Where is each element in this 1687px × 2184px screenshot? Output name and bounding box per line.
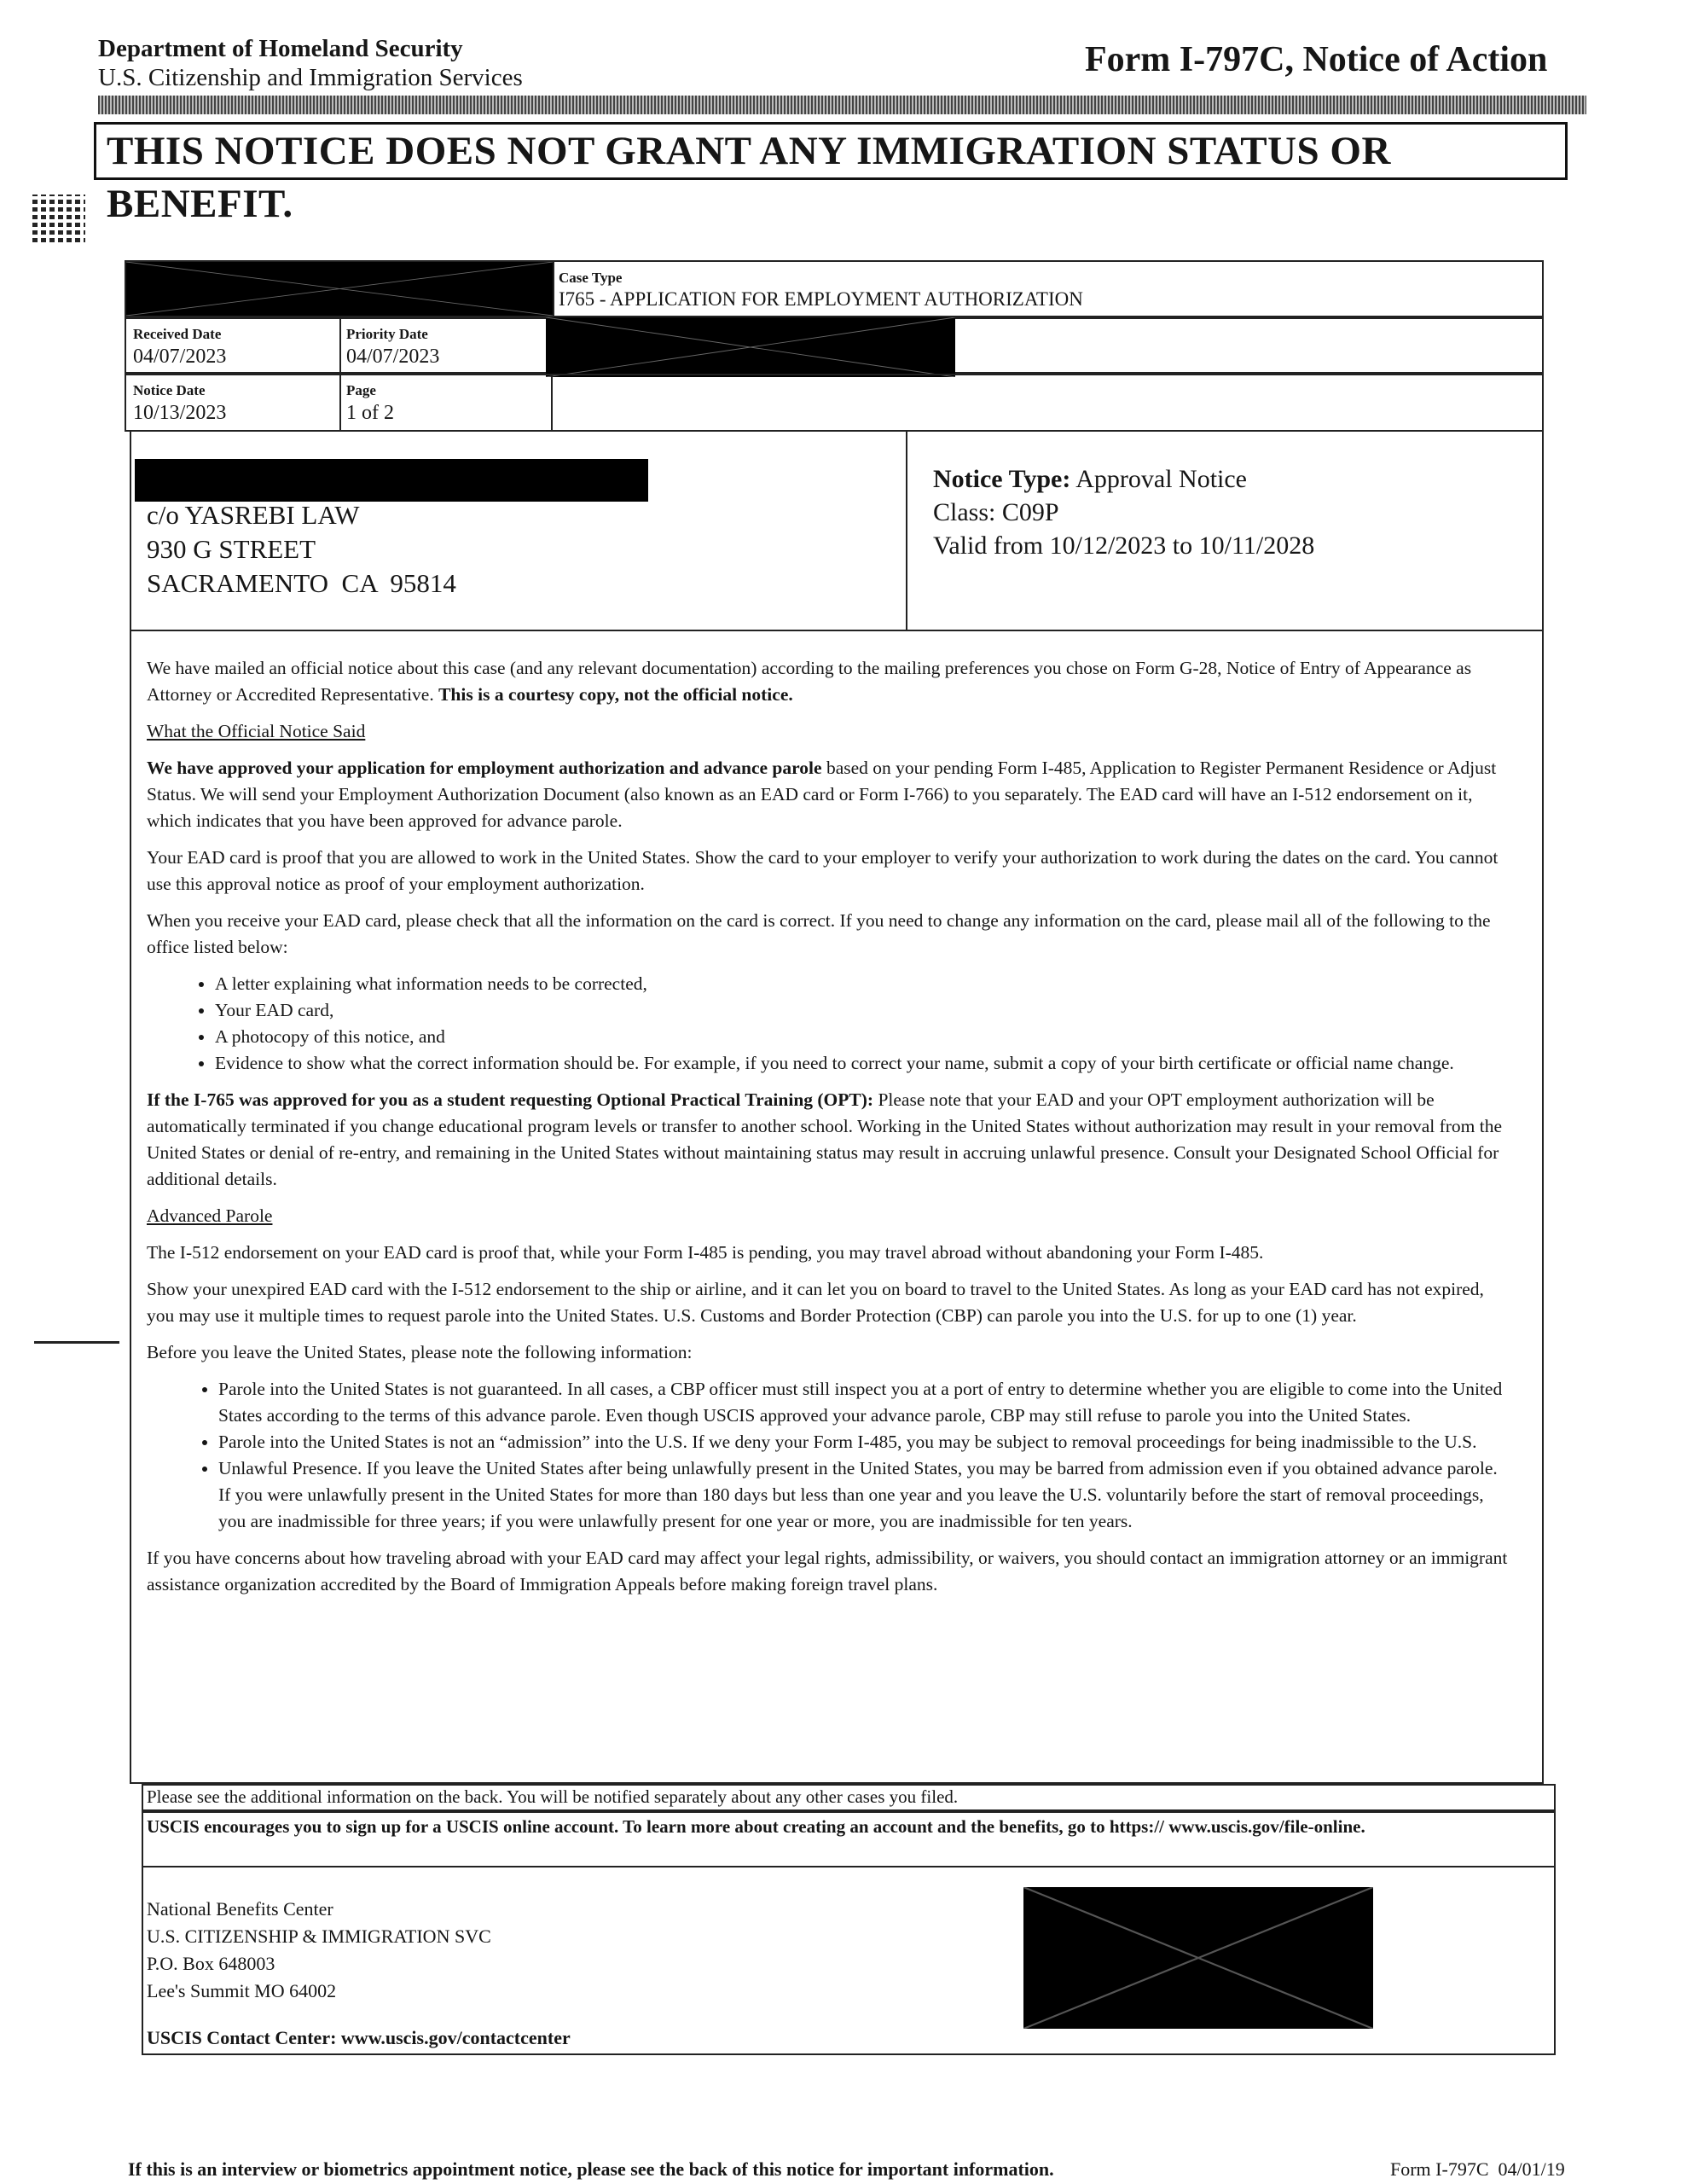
- list-item: • Your EAD card,: [215, 997, 1511, 1024]
- list-item: • A letter explaining what information needs to be corrected,: [215, 971, 1511, 997]
- notice-date-label: Notice Date: [133, 382, 206, 398]
- notice-body: [147, 655, 1511, 1608]
- body-paragraph-2: We have approved your application for employment authorization and advance parole based on your pending Form I-485, Application to Register Permanent Residence or Adjust Status. We will send your Employment Authorization Document (also known as an EAD card or Form I-766) to you separately. The EAD card will have an I-512 endorsement on it, which indicates that you have been approved for advance parole.: [147, 758, 1497, 831]
- margin-mark: [34, 1341, 119, 1344]
- address-line-1: c/o YASREBI LAW: [147, 500, 360, 530]
- empty-box: [551, 374, 1544, 432]
- body-paragraph-6: The I-512 endorsement on your EAD card is proof that, while your Form I-485 is pending, you may travel abroad without abandoning your Form I-485.: [147, 1242, 1264, 1263]
- agency-line-1: Department of Homeland Security: [98, 35, 463, 62]
- body-paragraph-8: Before you leave the United States, please note the following information:: [147, 1342, 693, 1362]
- warning-banner: THIS NOTICE DOES NOT GRANT ANY IMMIGRATION STATUS OR BENEFIT.: [94, 122, 1568, 180]
- office-line-1: National Benefits Center: [147, 1898, 333, 1920]
- address-line-3: SACRAMENTO CA 95814: [147, 568, 456, 598]
- redaction-beneficiary: [546, 317, 955, 377]
- body-paragraph-opt: If the I-765 was approved for you as a student requesting Optional Practical Training (OPT): Please note that your EAD and your OPT employment authorization will be automatically terminated if you change educational program levels or transfer to another school. Working in the United States without authorization may result in your removal from the United States or denial of re-entry, and remaining in the United States without maintaining status may result in accruing unlawful presence. Consult your Designated School Official for additional details.: [147, 1089, 1503, 1189]
- notice-type-value: Approval Notice: [1075, 465, 1247, 493]
- notice-date-value: 10/13/2023: [133, 402, 227, 424]
- list-item: • Parole into the United States is not an “admission” into the U.S. If we deny your Form I-485, you may be subject to removal proceedings for being inadmissible to the U.S.: [218, 1429, 1511, 1455]
- priority-date-value: 04/07/2023: [346, 346, 440, 368]
- priority-date-label: Priority Date: [346, 326, 428, 342]
- list-item: • Unlawful Presence. If you leave the United States after being unlawfully present in the United States, you may be barred from admission even if you obtained advance parole. If you were unlawfully present in the United States for more than 180 days but less than one year and you leave the U.S. voluntarily before the start of removal proceedings, you are inadmissible for three years; if you were unlawfully present for one year or more, you are inadmissible for ten years.: [218, 1455, 1511, 1535]
- case-type-label: Case Type: [559, 270, 623, 286]
- page-value: 1 of 2: [346, 402, 394, 424]
- body-paragraph-3: Your EAD card is proof that you are allowed to work in the United States. Show the card to your employer to verify your authorization to work during the dates on the card. You cannot use this approval notice as proof of your employment authorization.: [147, 847, 1499, 894]
- list-item: • Evidence to show what the correct information should be. For example, if you need to correct your name, submit a copy of your birth certificate or official name change.: [215, 1050, 1511, 1077]
- received-date-value: 04/07/2023: [133, 346, 227, 368]
- correction-list: [147, 971, 1511, 1077]
- notice-type-label: Notice Type:: [933, 465, 1071, 493]
- redaction-receipt-number: [126, 262, 553, 316]
- header-rule: [98, 96, 1586, 114]
- section-heading-official: What the Official Notice Said: [147, 721, 366, 741]
- case-type-value: I765 - APPLICATION FOR EMPLOYMENT AUTHORIZATION: [559, 288, 1083, 310]
- list-item: • Parole into the United States is not guaranteed. In all cases, a CBP officer must still inspect you at a port of entry to determine whether you are eligible to come into the United States according to the terms of this advance parole. Even though USCIS approved your advance parole, CBP may still refuse to parole you into the United States.: [218, 1376, 1511, 1429]
- office-line-2: U.S. CITIZENSHIP & IMMIGRATION SVC: [147, 1926, 491, 1947]
- mailing-address: [147, 498, 456, 601]
- notice-validity: Valid from 10/12/2023 to 10/11/2028: [933, 531, 1315, 560]
- list-item: • A photocopy of this notice, and: [215, 1024, 1511, 1050]
- contact-center: USCIS Contact Center: www.uscis.gov/contactcenter: [147, 2027, 571, 2048]
- bottom-note: If this is an interview or biometrics appointment notice, please see the back of this notice for important information.: [128, 2158, 1054, 2180]
- section-heading-parole: Advanced Parole: [147, 1205, 273, 1226]
- office-line-3: P.O. Box 648003: [147, 1953, 275, 1974]
- body-paragraph-7: Show your unexpired EAD card with the I-512 endorsement to the ship or airline, and it can let you on board to travel to the United States. As long as your EAD card has not expired, you may use it multiple times to request parole into the United States. U.S. Customs and Border Protection (CBP) can parole you into the U.S. for up to one (1) year.: [147, 1279, 1484, 1326]
- barcode-icon: [32, 195, 85, 242]
- agency-name: [98, 34, 523, 92]
- page-label: Page: [346, 382, 376, 398]
- address-line-2: 930 G STREET: [147, 534, 316, 564]
- form-revision: Form I-797C 04/01/19: [1390, 2158, 1565, 2180]
- notice-class: Class: C09P: [933, 498, 1059, 526]
- redaction-recipient-name: [135, 459, 648, 502]
- received-date-label: Received Date: [133, 326, 222, 342]
- agency-line-2: U.S. Citizenship and Immigration Services: [98, 64, 523, 91]
- online-account-text: USCIS encourages you to sign up for a USCIS online account. To learn more about creating an account and the benefits, go to https:// www.uscis.gov/file-online.: [147, 1816, 1365, 1837]
- notice-type-block: [933, 462, 1314, 562]
- office-address: [147, 1896, 491, 2005]
- additional-info-text: Please see the additional information on the back. You will be notified separately about any other cases you filed.: [147, 1786, 959, 1807]
- body-paragraph-1: We have mailed an official notice about this case (and any relevant documentation) according to the mailing preferences you chose on Form G-28, Notice of Entry of Appearance as Attorney or Accredited Representative. This is a courtesy copy, not the official notice.: [147, 658, 1472, 705]
- office-line-4: Lee's Summit MO 64002: [147, 1980, 337, 2001]
- body-paragraph-4: When you receive your EAD card, please check that all the information on the card is correct. If you need to change any information on the card, please mail all of the following to the office listed below:: [147, 910, 1491, 957]
- form-title: Form I-797C, Notice of Action: [1085, 40, 1548, 79]
- travel-info-list: [147, 1376, 1511, 1535]
- redaction-signature: [1023, 1887, 1373, 2029]
- body-paragraph-9: If you have concerns about how traveling abroad with your EAD card may affect your legal rights, admissibility, or waivers, you should contact an immigration attorney or an immigrant assistance organization accredited by the Board of Immigration Appeals before making foreign travel plans.: [147, 1548, 1508, 1594]
